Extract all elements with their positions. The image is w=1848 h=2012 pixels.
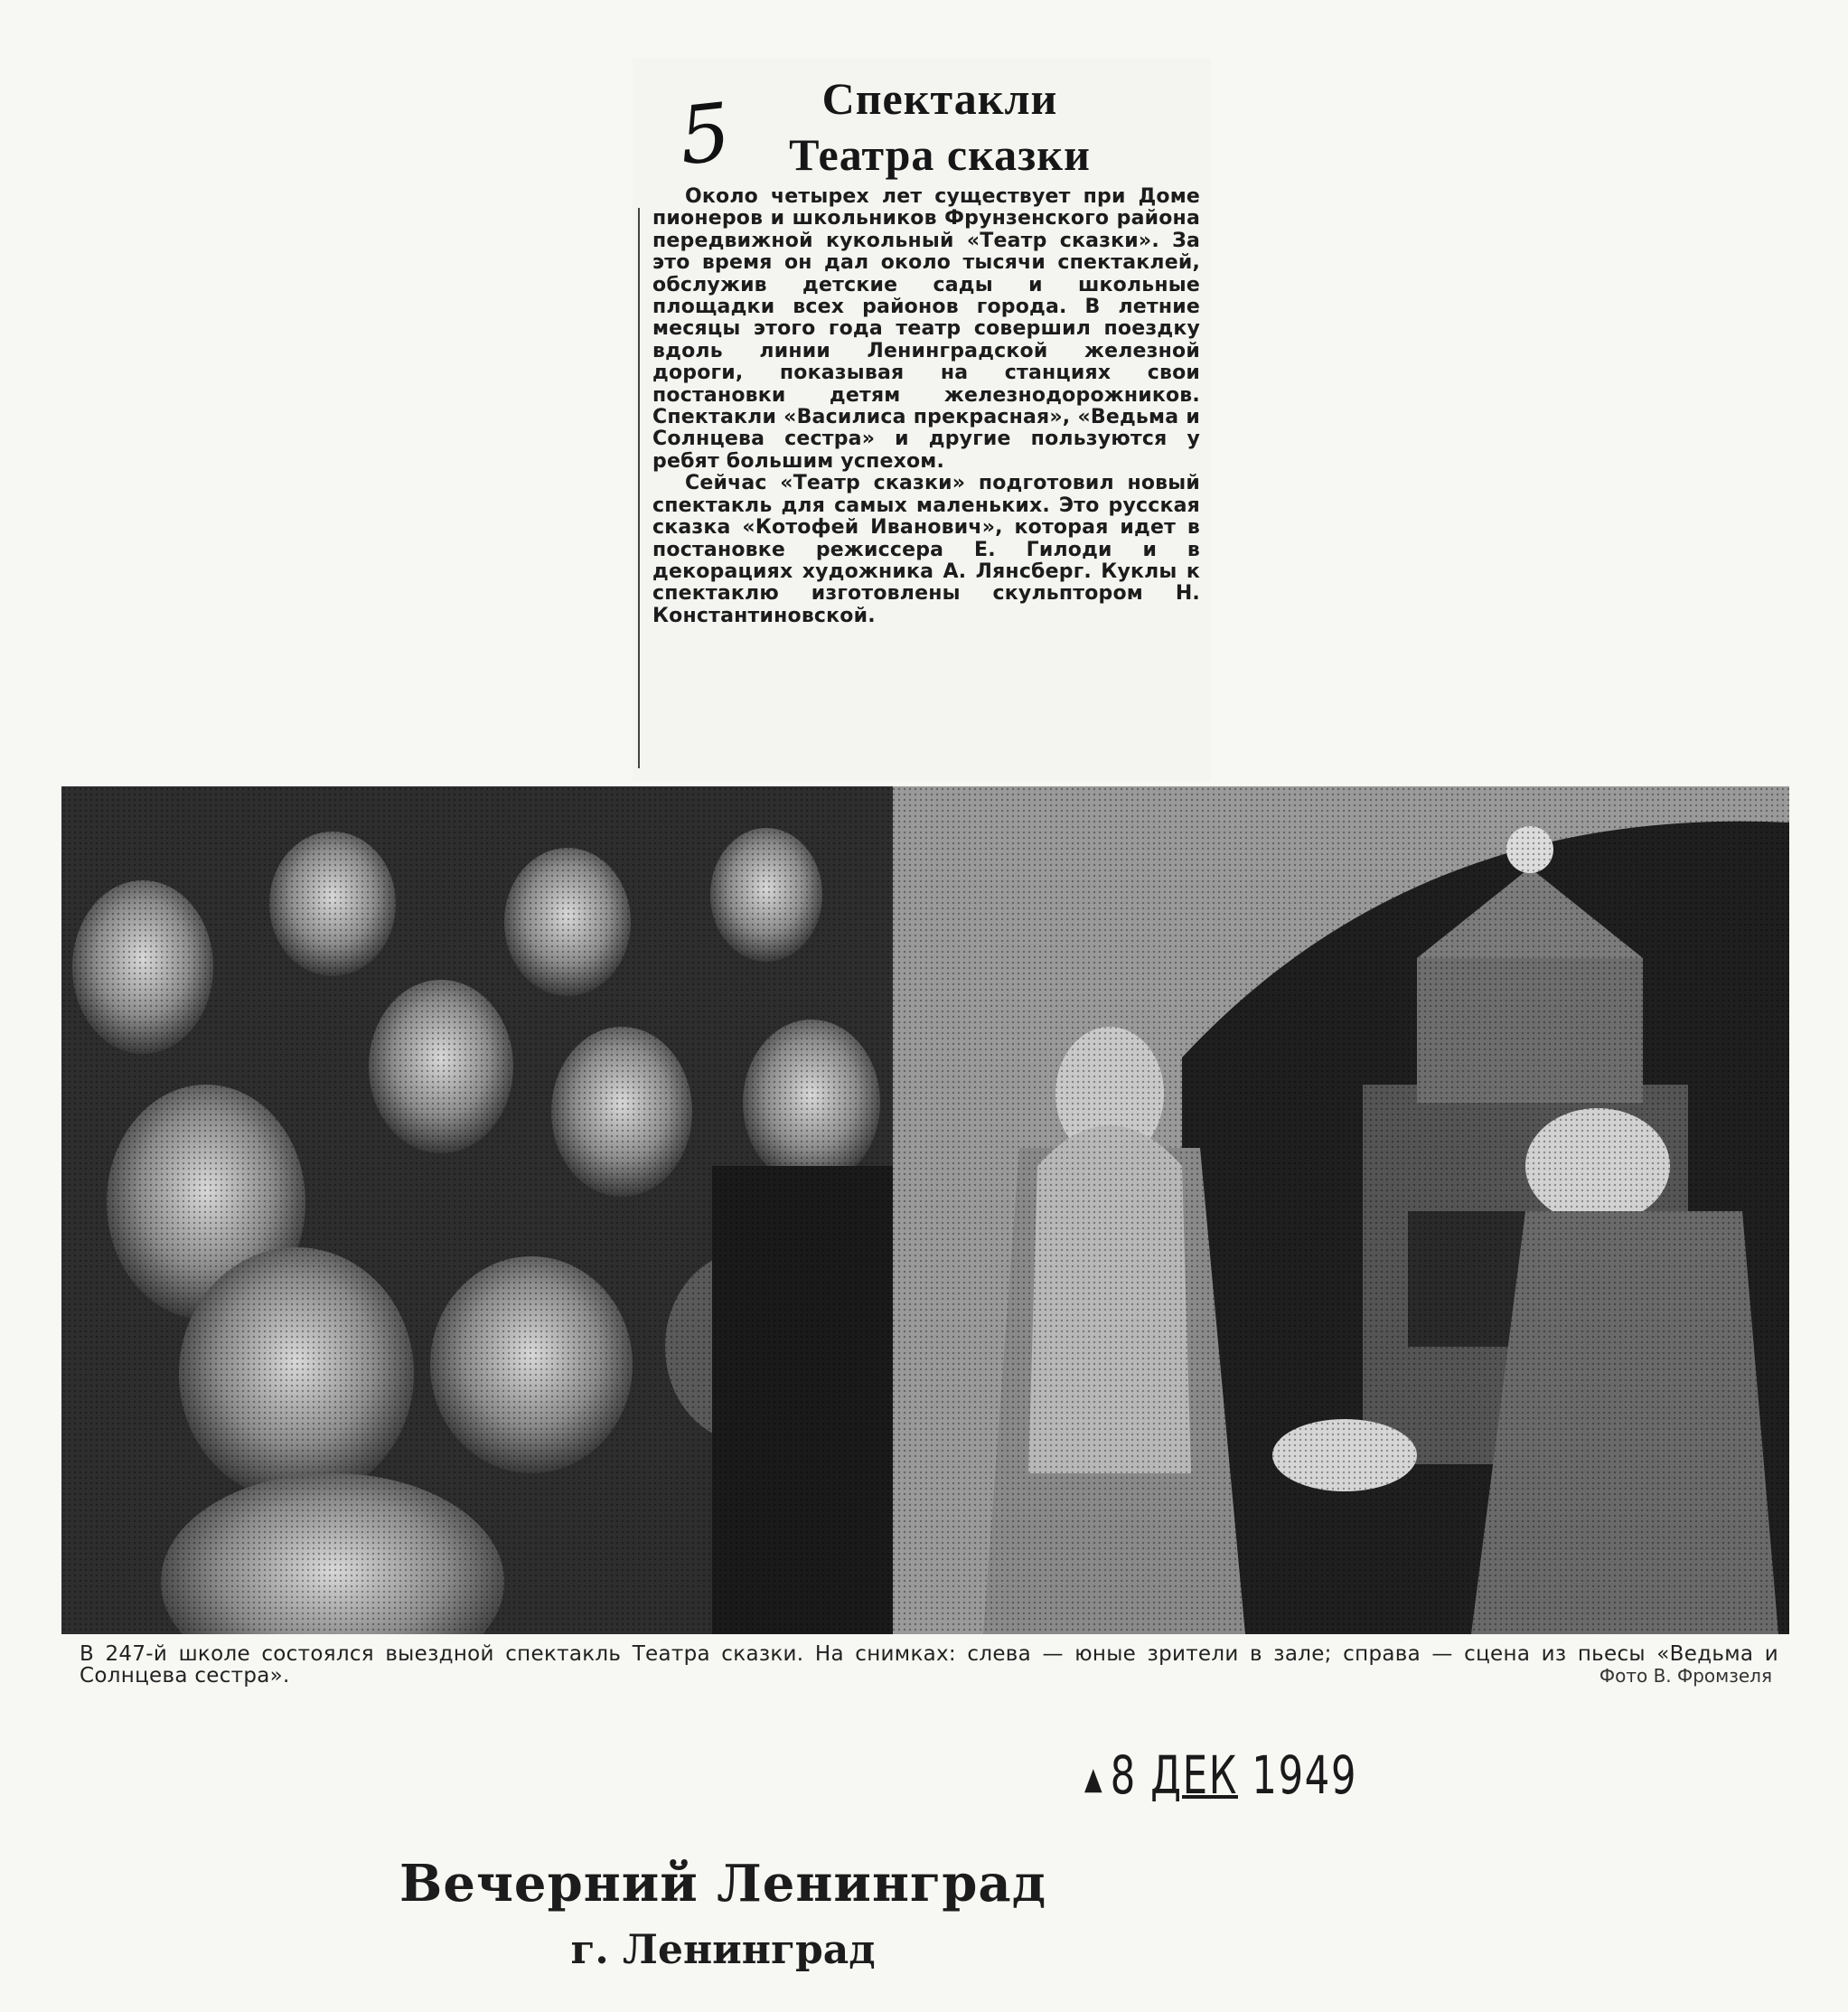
- article-title-line1: Спектакли: [821, 73, 1058, 124]
- newspaper-name: Вечерний Ленинград: [399, 1854, 1047, 1913]
- photo-caption: В 247-й школе состоялся выездной спектакль Театра сказки. На снимках: слева — юные зрители в зале; справа — сцена из пьесы «Ведьма и Солнцева сестра».: [80, 1642, 1778, 1688]
- newspaper-city: г. Ленинград: [570, 1927, 876, 1973]
- article-paragraph: Около четырех лет существует при Доме пионеров и школьников Фрунзенского района передвижной кукольный «Театр сказки». За это время он дал около тысячи спектаклей, обслужив детские сады и школьные площадки всех районов города. В летние месяцы этого года театр совершил поездку вдоль линии Ленинградской железной дороги, показывая на станциях свои постановки детям железнодорожников. Спектакли «Василиса прекрасная», «Ведьма и Солнцева сестра» и другие пользуются у ребят большим успехом.: [652, 185, 1200, 473]
- stamp-month: ДЕК: [1150, 1744, 1238, 1806]
- page-number-mark: 5: [674, 85, 736, 183]
- column-rule: [638, 208, 640, 768]
- article-body: [652, 186, 1200, 627]
- stamp-day: 8: [1110, 1744, 1137, 1806]
- photo-credit: Фото В. Фромзеля: [1599, 1665, 1772, 1687]
- newspaper-photo: [61, 786, 1789, 1634]
- photo-illustration: [61, 786, 1789, 1634]
- article-title-line2: Театра сказки: [789, 129, 1091, 180]
- article-paragraph: Сейчас «Театр сказки» подготовил новый спектакль для самых маленьких. Это русская сказка «Котофей Иванович», которая идет в постановке режиссера Е. Гилоди и в декорациях художника А. Лянсберг. Куклы к спектаклю изготовлены скульптором Н. Константиновской.: [652, 472, 1200, 627]
- triangle-icon: ▲: [1084, 1760, 1104, 1797]
- stamp-year: 1949: [1252, 1744, 1358, 1806]
- article-title: [723, 71, 1157, 183]
- date-stamp: [1084, 1744, 1357, 1806]
